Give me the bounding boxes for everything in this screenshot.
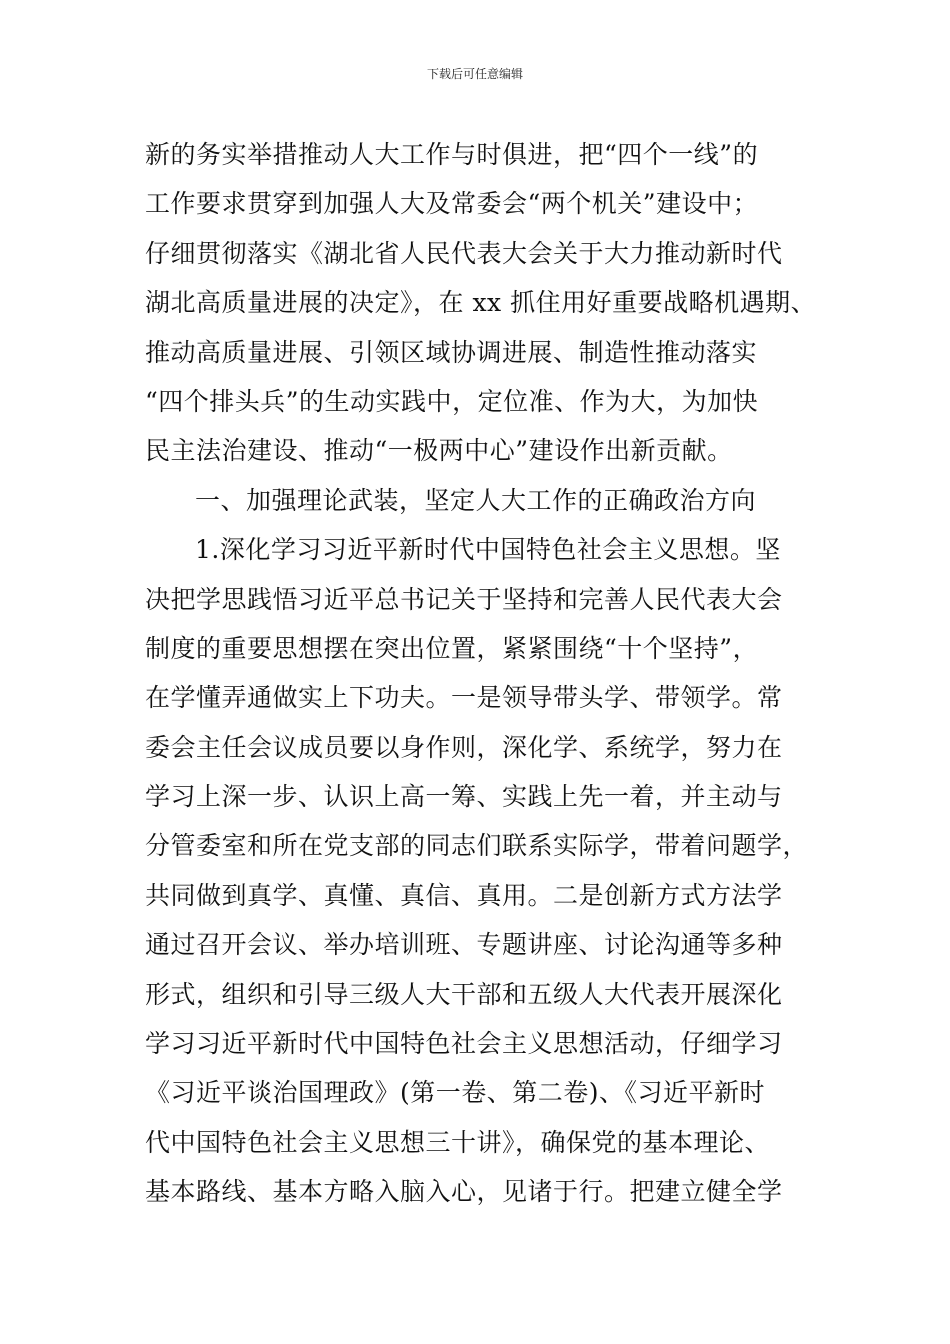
- text-line: 学习上深一步、认识上高一筹、实践上先一着，并主动与: [145, 782, 783, 812]
- text-line: 仔细贯彻落实《湖北省人民代表大会关于大力推动新时代: [145, 238, 783, 268]
- text-line: 民主法治建设、推动“一极两中心”建设作出新贡献。: [145, 436, 733, 466]
- text-line: 制度的重要思想摆在突出位置，紧紧围绕“十个坚持”，: [145, 633, 759, 663]
- text-line: 代中国特色社会主义思想三十讲》，确保党的基本理论、: [145, 1127, 771, 1157]
- text-line: 《习近平谈治国理政》(第一卷、第二卷)、《习近平新时: [145, 1078, 766, 1108]
- text-line: 基本路线、基本方略入脑入心，见诸于行。把建立健全学: [145, 1177, 783, 1207]
- section-heading: 一、加强理论武装，坚定人大工作的正确政治方向: [195, 485, 757, 515]
- text-line: 通过召开会议、举办培训班、专题讲座、讨论沟通等多种: [145, 930, 783, 960]
- text-line: 推动高质量进展、引领区域协调进展、制造性推动落实: [145, 337, 758, 367]
- text-line: 分管委室和所在党支部的同志们联系实际学，带着问题学，: [145, 831, 809, 861]
- text-line: 决把学思践悟习近平总书记关于坚持和完善人民代表大会: [145, 584, 783, 614]
- text-line: 委会主任会议成员要以身作则，深化学、系统学，努力在: [145, 732, 783, 762]
- document-body: [145, 130, 845, 1217]
- text-line: 在学懂弄通做实上下功夫。一是领导带头学、带领学。常: [145, 683, 783, 713]
- text-line: 新的务实举措推动人大工作与时俱进，把“四个一线”的: [145, 140, 759, 169]
- paragraph-start: 1.深化学习习近平新时代中国特色社会主义思想。坚: [195, 535, 781, 565]
- text-line: 形式，组织和引导三级人大干部和五级人大代表开展深化: [145, 979, 783, 1009]
- text-line: 学习习近平新时代中国特色社会主义思想活动，仔细学习: [145, 1029, 783, 1059]
- text-line: 工作要求贯穿到加强人大及常委会“两个机关”建设中；: [145, 189, 759, 219]
- text-line: 湖北高质量进展的决定》，在 xx 抓住用好重要战略机遇期、: [145, 288, 817, 318]
- page-header: 下载后可任意编辑: [426, 67, 523, 81]
- text-line: “四个排头兵”的生动实践中，定位准、作为大，为加快: [145, 386, 759, 416]
- text-line: 共同做到真学、真懂、真信、真用。二是创新方式方法学: [145, 880, 783, 910]
